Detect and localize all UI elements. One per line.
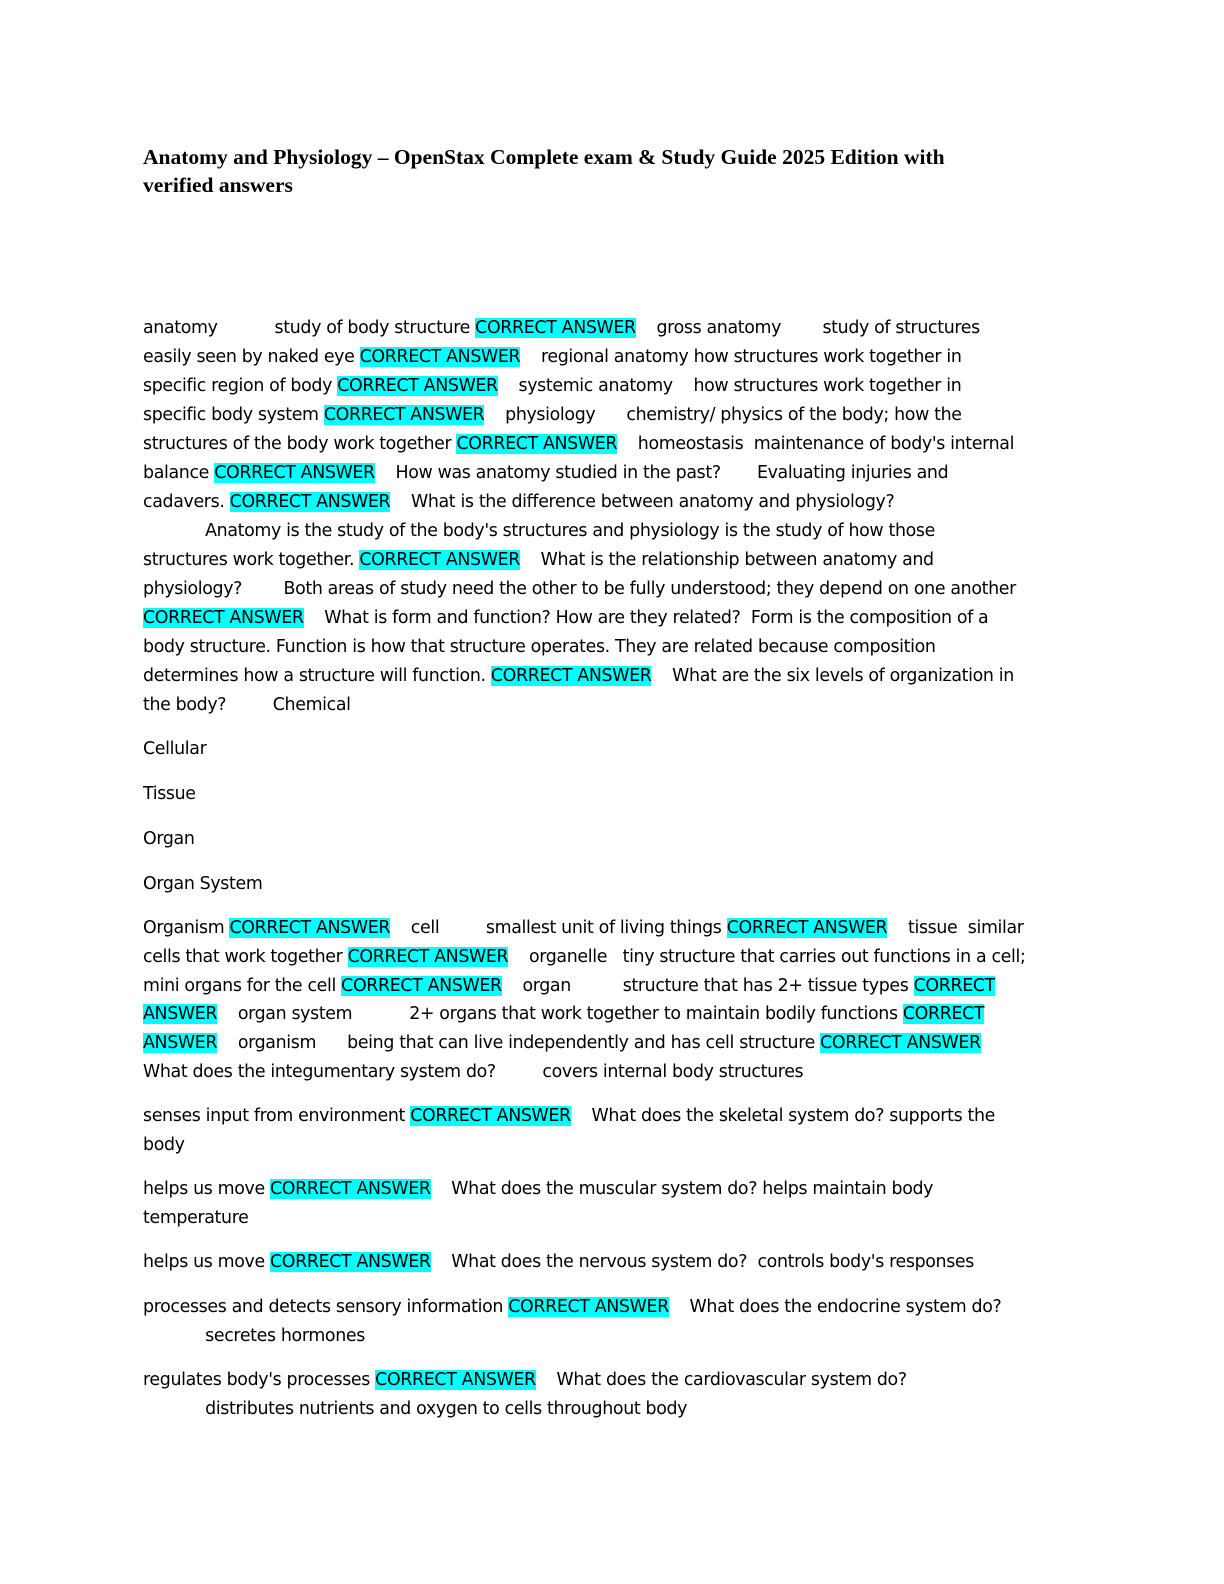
document-title <box>143 143 1083 199</box>
answer-highlight: CORRECT ANSWER <box>726 918 888 938</box>
body-line <box>143 1001 984 1027</box>
body-text-segment: helps us move <box>143 1179 270 1199</box>
body-text-segment: temperature <box>143 1208 249 1228</box>
body-line <box>143 547 934 573</box>
body-line <box>143 634 936 660</box>
answer-highlight: CORRECT ANSWER <box>323 405 485 425</box>
body-line <box>143 736 206 762</box>
body-line <box>143 315 980 341</box>
body-text-segment: regional anatomy how structures work together in <box>520 347 962 367</box>
body-text-segment: regulates body's processes <box>143 1370 376 1390</box>
answer-highlight: CORRECT ANSWER <box>508 1297 669 1317</box>
answer-highlight: CORRECT ANSWER <box>347 947 509 967</box>
body-text-segment: specific body system <box>143 405 324 425</box>
answer-highlight: CORRECT ANSWER <box>229 918 391 938</box>
answer-highlight: CORRECT ANSWER <box>337 376 498 396</box>
body-text-segment: Tissue <box>143 784 196 804</box>
body-text-segment: physiology? Both areas of study need the other to be fully understood; they depend on one another <box>143 579 1016 599</box>
body-line <box>143 1132 185 1158</box>
title-line-1: Anatomy and Physiology – OpenStax Complete exam & Study Guide 2025 Edition with <box>143 145 945 169</box>
body-text-segment: Organism <box>143 918 230 938</box>
body-text-segment: determines how a structure will function. <box>143 666 491 686</box>
body-line <box>143 1249 974 1275</box>
body-text-segment: organ system 2+ organs that work together to maintain bodily functions <box>217 1004 903 1024</box>
answer-highlight: CORRECT ANSWER <box>820 1033 981 1053</box>
body-text-segment: What does the cardiovascular system do? <box>535 1370 907 1390</box>
body-text-segment: cells that work together <box>143 947 348 967</box>
body-text-segment: helps us move <box>143 1252 270 1272</box>
answer-highlight: CORRECT <box>913 976 995 996</box>
body-text-segment: What is the relationship between anatomy and <box>519 550 934 570</box>
answer-highlight: CORRECT ANSWER <box>341 976 502 996</box>
body-text-segment: the body? Chemical <box>143 695 351 715</box>
body-line <box>143 1205 248 1231</box>
body-text-segment: What are the six levels of organization in <box>651 666 1014 686</box>
body-text-segment: senses input from environment <box>143 1106 411 1126</box>
body-text-segment: structures work together. <box>143 550 360 570</box>
title-line-2: verified answers <box>143 173 293 197</box>
body-text-segment: anatomy study of body structure <box>143 318 476 338</box>
body-text-segment: easily seen by naked eye <box>143 347 360 367</box>
body-text-segment: cell smallest unit of living things <box>390 918 727 938</box>
body-line <box>143 781 196 807</box>
body-text-segment: Organ System <box>143 874 263 894</box>
body-line <box>143 489 894 515</box>
body-line <box>143 1059 803 1085</box>
body-text-segment: Organ <box>143 829 195 849</box>
body-text-segment: organelle tiny structure that carries out functions in a cell; <box>508 947 1026 967</box>
answer-highlight: CORRECT ANSWER <box>475 318 636 338</box>
body-line <box>143 402 962 428</box>
answer-highlight: CORRECT <box>902 1004 985 1024</box>
answer-highlight: CORRECT ANSWER <box>410 1106 571 1126</box>
body-text-segment: What does the skeletal system do? supports the <box>570 1106 995 1126</box>
body-text-segment: What is form and function? How are they related? Form is the composition of a <box>303 608 989 628</box>
answer-highlight: CORRECT ANSWER <box>143 608 304 628</box>
body-line <box>143 1030 981 1056</box>
body-line <box>143 663 1014 689</box>
body-text-segment: Anatomy is the study of the body's structures and physiology is the study of how those <box>143 521 935 541</box>
body-text-segment: balance <box>143 463 215 483</box>
answer-highlight: CORRECT ANSWER <box>375 1370 536 1390</box>
body-text-segment: processes and detects sensory information <box>143 1297 509 1317</box>
body-line <box>143 1396 687 1422</box>
body-line <box>143 915 1024 941</box>
answer-highlight: CORRECT ANSWER <box>214 463 375 483</box>
answer-highlight: CORRECT ANSWER <box>270 1179 431 1199</box>
answer-highlight: CORRECT ANSWER <box>359 550 520 570</box>
body-text-segment: structures of the body work together <box>143 434 457 454</box>
body-text-segment: organism being that can live independently and has cell structure <box>217 1033 821 1053</box>
body-line <box>143 871 262 897</box>
answer-highlight: CORRECT ANSWER <box>270 1252 431 1272</box>
body-line <box>143 973 995 999</box>
body-text-segment: systemic anatomy how structures work together in <box>497 376 962 396</box>
body-text-segment: What does the nervous system do? controls body's responses <box>430 1252 974 1272</box>
body-text-segment: physiology chemistry/ physics of the body; how the <box>484 405 962 425</box>
body-line <box>143 344 962 370</box>
body-line <box>143 1367 907 1393</box>
body-text-segment: What does the integumentary system do? covers internal body structures <box>143 1062 804 1082</box>
body-text-segment: Cellular <box>143 739 207 759</box>
body-line <box>143 518 935 544</box>
body-text-segment: How was anatomy studied in the past? Evaluating injuries and <box>374 463 949 483</box>
body-line <box>143 1294 1001 1320</box>
body-text-segment: What does the muscular system do? helps maintain body <box>430 1179 934 1199</box>
body-line <box>143 373 961 399</box>
body-text-segment: What does the endocrine system do? <box>668 1297 1002 1317</box>
body-text-segment: tissue similar <box>887 918 1024 938</box>
body-line <box>143 1323 365 1349</box>
answer-highlight: CORRECT ANSWER <box>456 434 618 454</box>
body-line <box>143 460 948 486</box>
body-text-segment: homeostasis maintenance of body's internal <box>617 434 1015 454</box>
body-line <box>143 1176 933 1202</box>
body-text-segment: cadavers. <box>143 492 230 512</box>
body-text-segment: body <box>143 1135 185 1155</box>
body-line <box>143 1103 995 1129</box>
body-text-segment: specific region of body <box>143 376 338 396</box>
body-text-segment: distributes nutrients and oxygen to cells throughout body <box>143 1399 688 1419</box>
body-text-segment: mini organs for the cell <box>143 976 342 996</box>
body-line <box>143 944 1026 970</box>
body-line <box>143 576 1016 602</box>
answer-highlight: CORRECT ANSWER <box>490 666 652 686</box>
body-line <box>143 826 195 852</box>
answer-highlight: CORRECT ANSWER <box>229 492 391 512</box>
body-text-segment: secretes hormones <box>143 1326 365 1346</box>
body-text-segment: body structure. Function is how that structure operates. They are related because composition <box>143 637 936 657</box>
body-line <box>143 605 988 631</box>
body-text-segment: organ structure that has 2+ tissue types <box>501 976 914 996</box>
answer-highlight: ANSWER <box>143 1004 218 1024</box>
answer-highlight: CORRECT ANSWER <box>359 347 521 367</box>
body-text-segment: gross anatomy study of structures <box>635 318 980 338</box>
body-line <box>143 431 1014 457</box>
answer-highlight: ANSWER <box>143 1033 218 1053</box>
body-text-segment: What is the difference between anatomy and physiology? <box>390 492 895 512</box>
body-line <box>143 692 351 718</box>
